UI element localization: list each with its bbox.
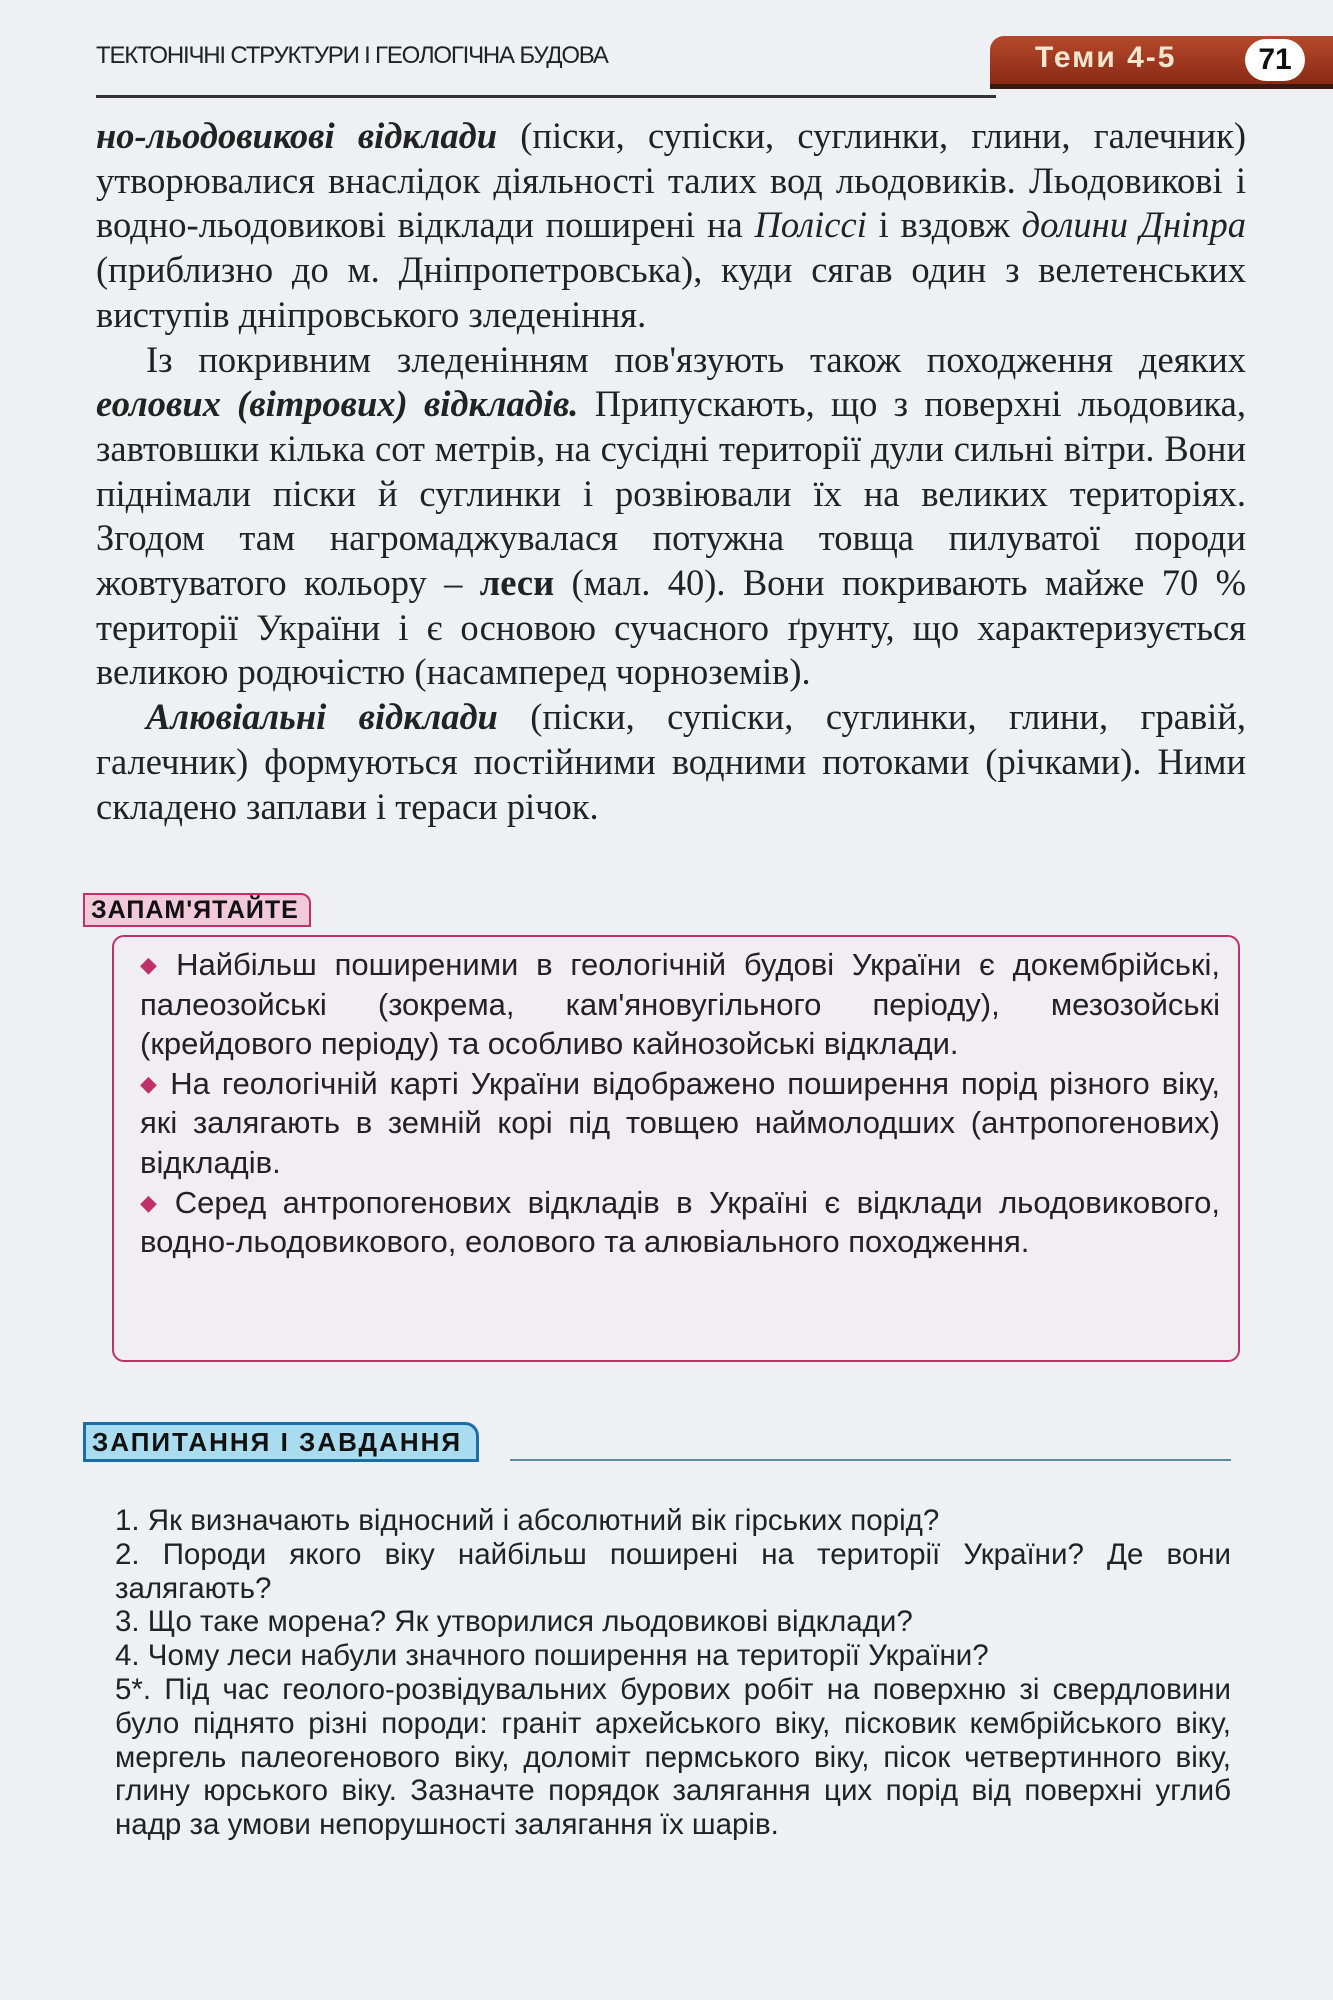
questions-heading: ЗАПИТАННЯ І ЗАВДАННЯ	[83, 1422, 479, 1462]
paragraph-aeolian-deposits	[96, 338, 1246, 696]
remember-item	[140, 945, 1220, 1064]
paragraph-alluvial-deposits	[96, 695, 1246, 829]
question-item: 5*. Під час геолого-розвідувальних бурових робіт на поверхню зі свердловини було піднято різні породи: граніт архейського віку, пісковик кембрійського віку, мергель палеогенового віку, доломіт пермського віку, пісок четвертинного віку, глину юрського віку. Зазначте порядок залягання цих порід від поверхні углиб надр за умови непорушності залягання їх шарів.	[115, 1672, 1231, 1842]
term-dnipro-valley: долини Дніпра	[1021, 204, 1246, 246]
text: Із покривним зледенінням пов'язують також походження деяких	[146, 338, 1246, 380]
remember-list	[140, 945, 1220, 1262]
diamond-bullet-icon: ◆	[140, 952, 167, 977]
remember-item-text: На геологічній карті України відображено поширення порід різного віку, які залягають в земній корі під товщею наймолодших (антропогенових) відкладів.	[140, 1065, 1220, 1180]
topic-label: Теми 4-5	[1035, 41, 1177, 74]
questions-list	[115, 1504, 1231, 1842]
topic-badge	[990, 36, 1333, 84]
diamond-bullet-icon: ◆	[140, 1189, 165, 1215]
remember-item	[140, 1064, 1220, 1183]
question-item: 2. Породи якого віку найбільш поширені на території України? Де вони залягають?	[115, 1537, 1231, 1605]
question-item: 4. Чому леси набули значного поширення на території України?	[115, 1639, 989, 1673]
remember-item-text: Найбільш поширеними в геологічній будові України є докембрійські, палеозойські (зокрема, кам'яновугільного періоду), мезозойські (крейдового періоду) та особливо кайнозойські відклади.	[140, 947, 1220, 1062]
text: Припускають, що з поверхні льодовика, завтовшки кілька сот метрів, на сусідні території дули сильні вітри. Вони піднімали піски й суглинки і розвіювали їх на великих територіях. Згодом там нагромаджувалася потужна товща пилуватої породи жовтуватого кольору –	[96, 383, 1246, 604]
term-polissia: Поліссі	[754, 204, 867, 246]
running-title: ТЕКТОНІЧНІ СТРУКТУРИ І ГЕОЛОГІЧНА БУДОВА	[96, 42, 608, 69]
term-loess: леси	[479, 562, 555, 604]
text: (приблизно до м. Дніпропетровська), куди сягав один з велетенських виступів дніпровського зледеніння.	[96, 249, 1246, 335]
term-aeolian: еолових (вітрових) відкладів.	[96, 383, 579, 425]
remember-heading: ЗАПАМ'ЯТАЙТЕ	[83, 893, 311, 927]
page-number: 71	[1245, 39, 1305, 81]
text: (піски, супіски, суглинки, глини, гравій, галечник) формуються постійними водними потоками (річками). Ними складено заплави і тераси річок.	[96, 696, 1246, 827]
text: і вздовж	[866, 204, 1022, 246]
text: (піски, супіски, суглинки, глини, галечник) утворювалися внаслідок діяльності талих вод льодовиків. Льодовикові і водно-льодовикові відклади поширені на	[96, 115, 1247, 246]
text: (мал. 40). Вони покривають майже 70 % території України і є основою сучасного ґрунту, що характеризується великою родючістю (насамперед чорноземів).	[96, 562, 1246, 693]
question-item: 1. Як визначають відносний і абсолютний вік гірських порід?	[115, 1504, 940, 1537]
main-text	[96, 114, 1246, 829]
remember-item	[140, 1183, 1220, 1262]
term-fluvioglacial: но-льодовикові відклади	[96, 115, 498, 156]
header-rule	[96, 95, 996, 98]
questions-rule	[510, 1459, 1231, 1461]
remember-item-text: Серед антропогенових відкладів в Україні є відклади льодовикового, водно-льодовикового, еолового та алювіального походження.	[140, 1184, 1221, 1260]
paragraph-glacial-deposits	[96, 114, 1246, 338]
term-alluvial: Алювіальні відклади	[146, 696, 498, 738]
diamond-bullet-icon: ◆	[140, 1070, 161, 1096]
question-item: 3. Що таке морена? Як утворилися льодовикові відклади?	[115, 1605, 913, 1639]
